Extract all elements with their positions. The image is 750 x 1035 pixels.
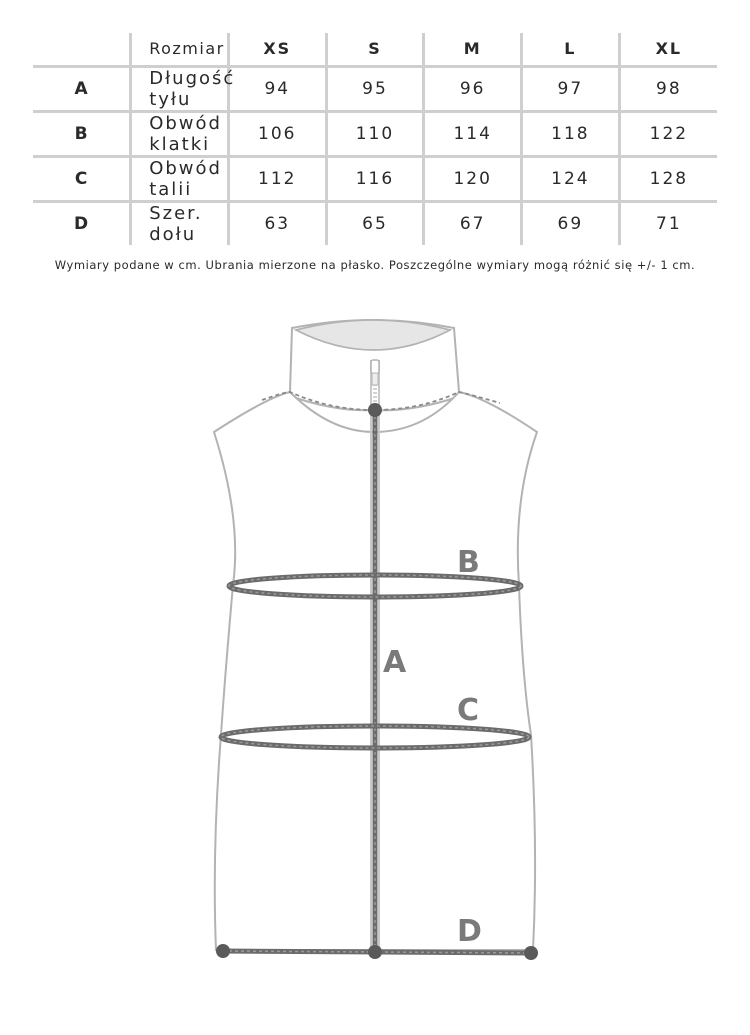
row-value: 67 — [424, 201, 522, 245]
row-value: 112 — [228, 156, 326, 201]
row-value: 124 — [522, 156, 620, 201]
row-name: Długość tyłu — [131, 66, 229, 111]
size-header-xs: XS — [228, 33, 326, 66]
row-letter: A — [74, 78, 88, 99]
size-header-s: S — [326, 33, 424, 66]
row-value: 65 — [326, 201, 424, 245]
row-value: 97 — [522, 66, 620, 111]
row-value: 106 — [228, 111, 326, 156]
table-row — [33, 156, 717, 201]
label-b: B — [457, 545, 480, 580]
row-value: 120 — [424, 156, 522, 201]
corner-cell — [33, 33, 131, 66]
row-letter: C — [74, 168, 88, 189]
row-value: 122 — [619, 111, 717, 156]
row-name: Obwód talii — [131, 156, 229, 201]
table-row — [33, 201, 717, 245]
row-name: Obwód klatki — [131, 111, 229, 156]
size-header-l: L — [522, 33, 620, 66]
size-table-header-row — [33, 33, 717, 66]
row-value: 96 — [424, 66, 522, 111]
table-row — [33, 111, 717, 156]
label-c: C — [457, 693, 480, 728]
table-row — [33, 66, 717, 111]
measurement-note: Wymiary podane w cm. Ubrania mierzone na płasko. Poszczególne wymiary mogą różnić się +/- 1 cm. — [54, 258, 696, 272]
size-table — [33, 33, 717, 245]
row-value: 63 — [228, 201, 326, 245]
row-value: 94 — [228, 66, 326, 111]
row-value: 110 — [326, 111, 424, 156]
vest-diagram — [0, 300, 750, 1000]
row-value: 95 — [326, 66, 424, 111]
row-letter: D — [74, 213, 89, 234]
row-name: Szer. dołu — [131, 201, 229, 245]
row-value: 114 — [424, 111, 522, 156]
row-value: 116 — [326, 156, 424, 201]
row-value: 71 — [619, 201, 717, 245]
row-value: 98 — [619, 66, 717, 111]
row-value: 128 — [619, 156, 717, 201]
size-header-xl: XL — [619, 33, 717, 66]
label-a: A — [383, 645, 407, 680]
row-letter: B — [74, 123, 88, 144]
row-value: 118 — [522, 111, 620, 156]
row-value: 69 — [522, 201, 620, 245]
size-header-m: M — [424, 33, 522, 66]
label-d: D — [457, 914, 482, 949]
size-header-label: Rozmiar — [131, 33, 229, 66]
